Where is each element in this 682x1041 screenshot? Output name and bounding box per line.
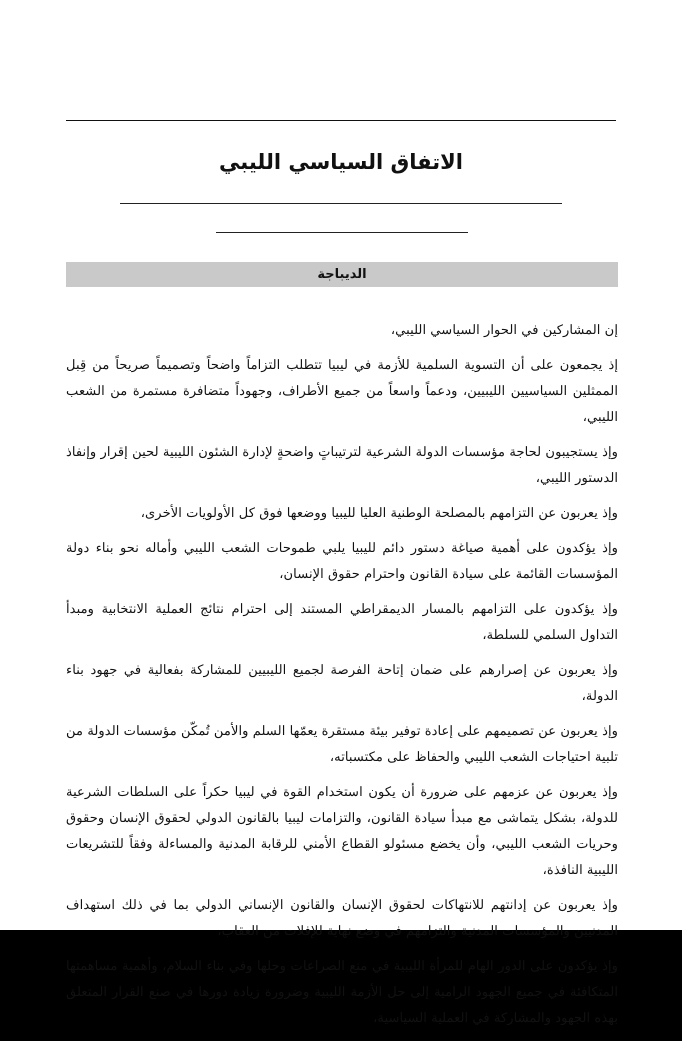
preamble-paragraph: وإذ يعربون عن التزامهم بالمصلحة الوطنية العليا لليبيا ووضعها فوق كل الأولويات الأخرى، [140,506,618,521]
preamble-body [66,318,618,1041]
preamble-paragraph: وإذ يؤكدون على الدور الهام للمرأة الليبية في منع الصراعات وحلها وفي بناء السلام، وأهمية مساهمتها المتكافئة في جميع الجهود الرامية إلى حل الأزمة الليبية وضرورة زيادة دورها في صنع القرار المتعلق بهذه الجهود والمشاركة في العملية السياسية، [66,959,618,1026]
title-underline-short [216,232,468,233]
preamble-paragraph: وإذ يعربون عن إصرارهم على ضمان إتاحة الفرصة لجميع الليبيين للمشاركة بفعالية في جهود بناء الدولة، [66,663,618,704]
header-rule [66,120,616,121]
preamble-paragraph: وإذ يستجيبون لحاجة مؤسسات الدولة الشرعية لترتيباتٍ واضحةٍ لإدارة الشئون الليبية لحين إقرار وإنفاذ الدستور الليبي، [66,445,618,486]
section-heading-preamble: الديباجة [66,262,618,287]
preamble-paragraph: وإذ يعربون عن إدانتهم للانتهاكات لحقوق الإنسان والقانون الإنساني الدولي بما في ذلك استهداف المدنيين والمؤسسات المدنية والتزامهم في وضع نهاية للإفلات من العقاب، [66,898,618,939]
title-underline-long [120,203,562,204]
preamble-paragraph: وإذ يؤكدون على أهمية صياغة دستور دائم لليبيا يلبي طموحات الشعب الليبي وأماله نحو بناء دولة المؤسسات القائمة على سيادة القانون واحترام حقوق الإنسان، [66,541,618,582]
preamble-paragraph: وإذ يعربون عن عزمهم على ضرورة أن يكون استخدام القوة في ليبيا حكراً على السلطات الشرعية للدولة، بشكل يتماشى مع مبدأ سيادة القانون، والتزامات ليبيا بالقانون الدولي لحقوق الإنسان وحقوق وحريات الشعب الليبي، وأن يخضع مسئولو القطاع الأمني للرقابة المدنية والمساءلة وفقاً للتشريعات الليبية النافذة، [66,785,618,878]
preamble-paragraph: وإذ يؤكدون على التزامهم بالمسار الديمقراطي المستند إلى احترام نتائج العملية الانتخابية ومبدأ التداول السلمي للسلطة، [66,602,618,643]
preamble-paragraph: وإذ يعربون عن تصميمهم على إعادة توفير بيئة مستقرة يعمّها السلم والأمن تُمكّن مؤسسات الدولة من تلبية احتياجات الشعب الليبي والحفاظ على مكتسباته، [66,724,618,765]
document-title: الاتفاق السياسي الليبي [219,150,463,174]
preamble-paragraph: إن المشاركين في الحوار السياسي الليبي، [390,323,618,338]
preamble-paragraph: إذ يجمعون على أن التسوية السلمية للأزمة في ليبيا تتطلب التزاماً واضحاً وتصميماً صريحاً من قِبل الممثلين السياسيين الليبيين، ودعماً واسعاً من جميع الأطراف، وجهوداً متضافرة مستمرة من الشعب الليبي، [66,358,618,425]
